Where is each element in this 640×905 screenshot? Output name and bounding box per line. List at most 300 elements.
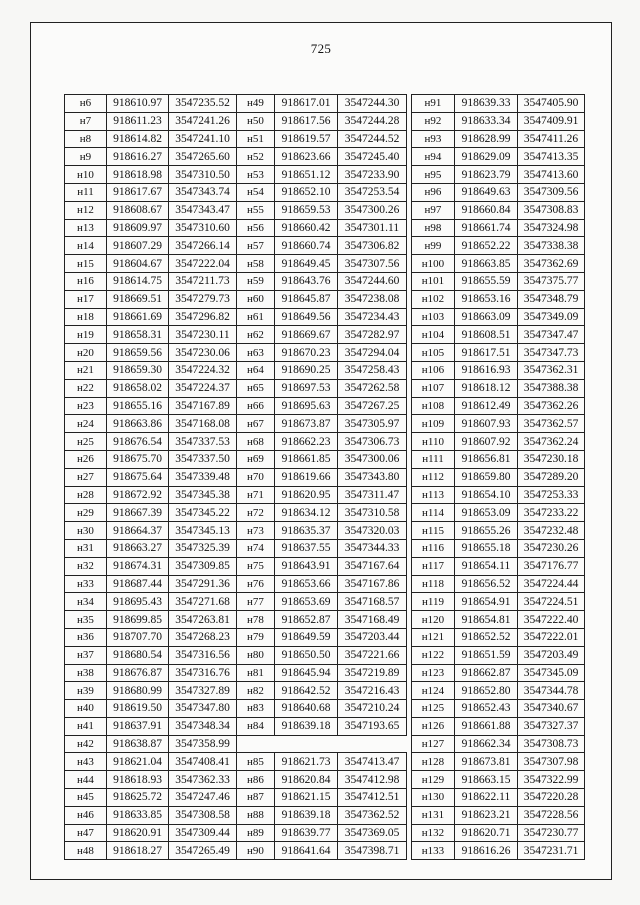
point-id: н121 bbox=[412, 628, 455, 646]
table-row bbox=[65, 130, 237, 148]
coordinate-y: 3547362.52 bbox=[338, 806, 407, 824]
point-id: н70 bbox=[237, 468, 275, 486]
point-id: н91 bbox=[412, 95, 455, 113]
coordinate-y: 3547193.65 bbox=[338, 717, 407, 735]
table-row bbox=[65, 700, 237, 718]
coordinate-x: 918661.88 bbox=[455, 717, 518, 735]
point-id: н75 bbox=[237, 557, 275, 575]
coordinate-y: 3547375.77 bbox=[518, 272, 585, 290]
point-id: н54 bbox=[237, 183, 275, 201]
table-row bbox=[65, 771, 237, 789]
point-id: н62 bbox=[237, 326, 275, 344]
coordinate-x: 918616.27 bbox=[107, 148, 169, 166]
coordinate-x: 918651.59 bbox=[455, 646, 518, 664]
table-row bbox=[65, 735, 237, 753]
coordinate-y: 3547362.24 bbox=[518, 433, 585, 451]
point-id: н38 bbox=[65, 664, 107, 682]
coordinate-y: 3547308.58 bbox=[169, 806, 237, 824]
table-row bbox=[412, 486, 585, 504]
table-row bbox=[237, 593, 407, 611]
coordinate-x: 918663.86 bbox=[107, 415, 169, 433]
coordinate-x: 918656.81 bbox=[455, 450, 518, 468]
coordinate-y: 3547224.32 bbox=[169, 361, 237, 379]
coordinate-y: 3547253.54 bbox=[338, 183, 407, 201]
table-row bbox=[237, 290, 407, 308]
coordinate-y: 3547343.80 bbox=[338, 468, 407, 486]
table-row bbox=[237, 397, 407, 415]
coordinate-y: 3547362.33 bbox=[169, 771, 237, 789]
coordinate-x: 918620.95 bbox=[275, 486, 338, 504]
point-id: н17 bbox=[65, 290, 107, 308]
table-row bbox=[237, 664, 407, 682]
coordinate-x: 918660.42 bbox=[275, 219, 338, 237]
coordinate-y: 3547311.47 bbox=[338, 486, 407, 504]
coordinate-y: 3547345.38 bbox=[169, 486, 237, 504]
table-row bbox=[65, 308, 237, 326]
table-row bbox=[412, 183, 585, 201]
point-id: н11 bbox=[65, 183, 107, 201]
coordinate-x: 918659.53 bbox=[275, 201, 338, 219]
coordinate-y: 3547337.50 bbox=[169, 450, 237, 468]
table-row bbox=[237, 753, 407, 771]
table-row bbox=[412, 842, 585, 860]
point-id bbox=[237, 735, 275, 753]
point-id: н108 bbox=[412, 397, 455, 415]
point-id: н49 bbox=[237, 95, 275, 113]
table-row bbox=[237, 539, 407, 557]
point-id: н119 bbox=[412, 593, 455, 611]
table-row bbox=[412, 717, 585, 735]
coordinate-x: 918653.66 bbox=[275, 575, 338, 593]
point-id: н47 bbox=[65, 824, 107, 842]
table-row bbox=[412, 575, 585, 593]
coordinate-y: 3547233.22 bbox=[518, 504, 585, 522]
point-id: н27 bbox=[65, 468, 107, 486]
coordinate-y: 3547228.56 bbox=[518, 806, 585, 824]
table-row bbox=[65, 753, 237, 771]
point-id: н48 bbox=[65, 842, 107, 860]
coordinate-x: 918660.84 bbox=[455, 201, 518, 219]
point-id: н103 bbox=[412, 308, 455, 326]
coordinate-y: 3547347.73 bbox=[518, 344, 585, 362]
table-row bbox=[65, 717, 237, 735]
coordinate-x: 918659.56 bbox=[107, 344, 169, 362]
table-row bbox=[237, 700, 407, 718]
coordinate-y: 3547362.57 bbox=[518, 415, 585, 433]
coordinate-y: 3547413.35 bbox=[518, 148, 585, 166]
coordinate-y: 3547234.43 bbox=[338, 308, 407, 326]
table-row bbox=[412, 611, 585, 629]
table-row bbox=[65, 522, 237, 540]
coordinate-y: 3547308.83 bbox=[518, 201, 585, 219]
coordinate-x: 918680.54 bbox=[107, 646, 169, 664]
table-row bbox=[237, 611, 407, 629]
coordinate-y: 3547244.28 bbox=[338, 112, 407, 130]
point-id: н86 bbox=[237, 771, 275, 789]
point-id: н90 bbox=[237, 842, 275, 860]
coordinate-x: 918640.68 bbox=[275, 700, 338, 718]
coordinate-x: 918638.87 bbox=[107, 735, 169, 753]
table-row bbox=[65, 166, 237, 184]
coordinate-x: 918676.54 bbox=[107, 433, 169, 451]
coordinate-y: 3547241.26 bbox=[169, 112, 237, 130]
coordinate-y: 3547343.47 bbox=[169, 201, 237, 219]
coordinate-x: 918643.91 bbox=[275, 557, 338, 575]
coordinate-x: 918620.91 bbox=[107, 824, 169, 842]
coordinate-x: 918707.70 bbox=[107, 628, 169, 646]
coordinate-y: 3547309.85 bbox=[169, 557, 237, 575]
coordinate-x: 918623.66 bbox=[275, 148, 338, 166]
coordinate-y: 3547291.36 bbox=[169, 575, 237, 593]
table-row bbox=[237, 201, 407, 219]
coordinate-y: 3547337.53 bbox=[169, 433, 237, 451]
point-id: н130 bbox=[412, 789, 455, 807]
table-row bbox=[412, 735, 585, 753]
coordinate-y: 3547230.77 bbox=[518, 824, 585, 842]
coordinates-table-1 bbox=[64, 94, 237, 860]
table-row bbox=[412, 95, 585, 113]
coordinate-x: 918675.64 bbox=[107, 468, 169, 486]
point-id: н127 bbox=[412, 735, 455, 753]
point-id: н133 bbox=[412, 842, 455, 860]
table-row bbox=[237, 433, 407, 451]
coordinate-y: 3547345.09 bbox=[518, 664, 585, 682]
coordinate-y: 3547345.13 bbox=[169, 522, 237, 540]
coordinate-y: 3547230.06 bbox=[169, 344, 237, 362]
coordinate-x: 918652.43 bbox=[455, 700, 518, 718]
coordinate-y: 3547348.34 bbox=[169, 717, 237, 735]
table-row bbox=[65, 593, 237, 611]
table-row bbox=[237, 344, 407, 362]
table-row bbox=[237, 95, 407, 113]
point-id: н106 bbox=[412, 361, 455, 379]
coordinate-x: 918621.73 bbox=[275, 753, 338, 771]
coordinate-y: 3547306.73 bbox=[338, 433, 407, 451]
point-id: н69 bbox=[237, 450, 275, 468]
point-id: н94 bbox=[412, 148, 455, 166]
table-row bbox=[65, 379, 237, 397]
table-row bbox=[412, 272, 585, 290]
coordinate-x: 918621.04 bbox=[107, 753, 169, 771]
table-row bbox=[65, 682, 237, 700]
coordinate-x: 918652.10 bbox=[275, 183, 338, 201]
table-row bbox=[237, 308, 407, 326]
point-id: н89 bbox=[237, 824, 275, 842]
table-row bbox=[237, 450, 407, 468]
table-row bbox=[412, 415, 585, 433]
coordinate-x bbox=[275, 735, 338, 753]
table-row bbox=[412, 789, 585, 807]
point-id: н76 bbox=[237, 575, 275, 593]
coordinate-y: 3547230.18 bbox=[518, 450, 585, 468]
table-row bbox=[237, 166, 407, 184]
table-row bbox=[65, 415, 237, 433]
coordinate-x: 918649.45 bbox=[275, 255, 338, 273]
coordinate-x: 918639.18 bbox=[275, 717, 338, 735]
table-row bbox=[412, 628, 585, 646]
coordinate-y: 3547216.43 bbox=[338, 682, 407, 700]
coordinate-y: 3547294.04 bbox=[338, 344, 407, 362]
coordinate-y: 3547262.58 bbox=[338, 379, 407, 397]
point-id: н126 bbox=[412, 717, 455, 735]
coordinate-x: 918655.59 bbox=[455, 272, 518, 290]
coordinate-x: 918653.69 bbox=[275, 593, 338, 611]
coordinate-x: 918620.84 bbox=[275, 771, 338, 789]
coordinate-x: 918623.21 bbox=[455, 806, 518, 824]
point-id: н116 bbox=[412, 539, 455, 557]
coordinate-x: 918637.55 bbox=[275, 539, 338, 557]
point-id: н9 bbox=[65, 148, 107, 166]
coordinate-y: 3547235.52 bbox=[169, 95, 237, 113]
coordinate-y: 3547316.76 bbox=[169, 664, 237, 682]
coordinate-x: 918633.85 bbox=[107, 806, 169, 824]
point-id: н96 bbox=[412, 183, 455, 201]
coordinate-x: 918670.23 bbox=[275, 344, 338, 362]
table-row bbox=[237, 326, 407, 344]
table-row bbox=[412, 682, 585, 700]
coordinate-x: 918658.31 bbox=[107, 326, 169, 344]
point-id: н72 bbox=[237, 504, 275, 522]
point-id: н63 bbox=[237, 344, 275, 362]
coordinate-y: 3547238.08 bbox=[338, 290, 407, 308]
table-row bbox=[237, 735, 407, 753]
table-row bbox=[65, 628, 237, 646]
point-id: н8 bbox=[65, 130, 107, 148]
table-row bbox=[65, 148, 237, 166]
point-id: н80 bbox=[237, 646, 275, 664]
coordinate-y: 3547325.39 bbox=[169, 539, 237, 557]
coordinate-y: 3547327.37 bbox=[518, 717, 585, 735]
table-row bbox=[237, 379, 407, 397]
coordinate-x: 918654.91 bbox=[455, 593, 518, 611]
table-row bbox=[412, 753, 585, 771]
coordinates-table-2 bbox=[236, 94, 407, 860]
coordinate-x: 918633.34 bbox=[455, 112, 518, 130]
table-row bbox=[412, 771, 585, 789]
coordinate-y: 3547408.41 bbox=[169, 753, 237, 771]
coordinate-x: 918650.50 bbox=[275, 646, 338, 664]
table-row bbox=[237, 183, 407, 201]
coordinate-x: 918623.79 bbox=[455, 166, 518, 184]
coordinate-y: 3547247.46 bbox=[169, 789, 237, 807]
coordinate-y: 3547307.98 bbox=[518, 753, 585, 771]
coordinate-x: 918607.92 bbox=[455, 433, 518, 451]
point-id: н85 bbox=[237, 753, 275, 771]
point-id: н88 bbox=[237, 806, 275, 824]
point-id: н12 bbox=[65, 201, 107, 219]
table-row bbox=[65, 290, 237, 308]
point-id: н10 bbox=[65, 166, 107, 184]
coordinate-y: 3547369.05 bbox=[338, 824, 407, 842]
point-id: н32 bbox=[65, 557, 107, 575]
table-row bbox=[65, 842, 237, 860]
coordinate-y: 3547279.73 bbox=[169, 290, 237, 308]
point-id: н120 bbox=[412, 611, 455, 629]
coordinate-y: 3547405.90 bbox=[518, 95, 585, 113]
coordinate-x: 918674.31 bbox=[107, 557, 169, 575]
coordinate-x: 918653.09 bbox=[455, 504, 518, 522]
coordinate-x: 918621.15 bbox=[275, 789, 338, 807]
coordinate-y: 3547263.81 bbox=[169, 611, 237, 629]
point-id: н26 bbox=[65, 450, 107, 468]
table-row bbox=[65, 201, 237, 219]
point-id: н42 bbox=[65, 735, 107, 753]
coordinate-y: 3547168.08 bbox=[169, 415, 237, 433]
table-row bbox=[237, 682, 407, 700]
coordinate-x: 918643.76 bbox=[275, 272, 338, 290]
coordinate-y: 3547168.49 bbox=[338, 611, 407, 629]
point-id: н67 bbox=[237, 415, 275, 433]
table-row bbox=[412, 379, 585, 397]
coordinate-y: 3547345.22 bbox=[169, 504, 237, 522]
coordinate-y: 3547343.74 bbox=[169, 183, 237, 201]
point-id: н131 bbox=[412, 806, 455, 824]
coordinate-y: 3547344.78 bbox=[518, 682, 585, 700]
table-row bbox=[65, 646, 237, 664]
point-id: н36 bbox=[65, 628, 107, 646]
coordinate-y: 3547203.44 bbox=[338, 628, 407, 646]
table-row bbox=[65, 272, 237, 290]
coordinate-y: 3547398.71 bbox=[338, 842, 407, 860]
point-id: н109 bbox=[412, 415, 455, 433]
coordinate-x: 918663.15 bbox=[455, 771, 518, 789]
coordinate-x: 918608.67 bbox=[107, 201, 169, 219]
table-row bbox=[65, 219, 237, 237]
coordinate-x: 918618.12 bbox=[455, 379, 518, 397]
coordinate-y: 3547282.97 bbox=[338, 326, 407, 344]
coordinate-y: 3547167.64 bbox=[338, 557, 407, 575]
coordinate-x: 918652.52 bbox=[455, 628, 518, 646]
table-row bbox=[237, 361, 407, 379]
point-id: н122 bbox=[412, 646, 455, 664]
coordinate-y: 3547300.06 bbox=[338, 450, 407, 468]
table-row bbox=[65, 789, 237, 807]
point-id: н24 bbox=[65, 415, 107, 433]
point-id: н115 bbox=[412, 522, 455, 540]
coordinate-x: 918634.12 bbox=[275, 504, 338, 522]
point-id: н118 bbox=[412, 575, 455, 593]
coordinate-y: 3547267.25 bbox=[338, 397, 407, 415]
point-id: н98 bbox=[412, 219, 455, 237]
table-row bbox=[412, 326, 585, 344]
coordinate-x: 918618.98 bbox=[107, 166, 169, 184]
coordinate-y: 3547413.60 bbox=[518, 166, 585, 184]
coordinate-y: 3547348.79 bbox=[518, 290, 585, 308]
table-row bbox=[237, 130, 407, 148]
table-row bbox=[65, 468, 237, 486]
coordinate-y: 3547339.48 bbox=[169, 468, 237, 486]
table-row bbox=[65, 575, 237, 593]
coordinate-x: 918652.22 bbox=[455, 237, 518, 255]
point-id: н58 bbox=[237, 255, 275, 273]
table-row bbox=[237, 806, 407, 824]
coordinate-y bbox=[338, 735, 407, 753]
coordinate-y: 3547266.14 bbox=[169, 237, 237, 255]
point-id: н29 bbox=[65, 504, 107, 522]
table-row bbox=[237, 255, 407, 273]
coordinate-x: 918629.09 bbox=[455, 148, 518, 166]
coordinate-x: 918617.56 bbox=[275, 112, 338, 130]
table-row bbox=[412, 700, 585, 718]
coordinate-y: 3547244.60 bbox=[338, 272, 407, 290]
table-row bbox=[412, 468, 585, 486]
coordinate-x: 918654.81 bbox=[455, 611, 518, 629]
table-row bbox=[412, 450, 585, 468]
table-row bbox=[65, 433, 237, 451]
table-row bbox=[412, 361, 585, 379]
point-id: н102 bbox=[412, 290, 455, 308]
coordinate-y: 3547310.50 bbox=[169, 166, 237, 184]
table-row bbox=[65, 806, 237, 824]
coordinate-x: 918637.91 bbox=[107, 717, 169, 735]
coordinate-x: 918607.29 bbox=[107, 237, 169, 255]
table-row bbox=[412, 806, 585, 824]
coordinate-x: 918649.63 bbox=[455, 183, 518, 201]
coordinate-x: 918656.52 bbox=[455, 575, 518, 593]
point-id: н82 bbox=[237, 682, 275, 700]
coordinate-x: 918642.52 bbox=[275, 682, 338, 700]
point-id: н132 bbox=[412, 824, 455, 842]
point-id: н7 bbox=[65, 112, 107, 130]
table-row bbox=[65, 397, 237, 415]
table-row bbox=[412, 433, 585, 451]
point-id: н92 bbox=[412, 112, 455, 130]
table-row bbox=[237, 575, 407, 593]
coordinate-y: 3547176.77 bbox=[518, 557, 585, 575]
table-row bbox=[237, 789, 407, 807]
point-id: н66 bbox=[237, 397, 275, 415]
coordinate-y: 3547347.80 bbox=[169, 700, 237, 718]
point-id: н74 bbox=[237, 539, 275, 557]
table-row bbox=[237, 219, 407, 237]
coordinate-x: 918625.72 bbox=[107, 789, 169, 807]
coordinate-x: 918645.87 bbox=[275, 290, 338, 308]
coordinate-y: 3547232.48 bbox=[518, 522, 585, 540]
coordinate-y: 3547233.90 bbox=[338, 166, 407, 184]
coordinate-y: 3547309.56 bbox=[518, 183, 585, 201]
table-row bbox=[412, 148, 585, 166]
table-row bbox=[65, 112, 237, 130]
coordinate-y: 3547413.47 bbox=[338, 753, 407, 771]
table-row bbox=[65, 486, 237, 504]
coordinate-y: 3547409.91 bbox=[518, 112, 585, 130]
table-row bbox=[237, 717, 407, 735]
coordinate-x: 918609.97 bbox=[107, 219, 169, 237]
coordinate-x: 918612.49 bbox=[455, 397, 518, 415]
point-id: н78 bbox=[237, 611, 275, 629]
coordinate-y: 3547310.58 bbox=[338, 504, 407, 522]
coordinate-x: 918663.09 bbox=[455, 308, 518, 326]
coordinate-y: 3547310.60 bbox=[169, 219, 237, 237]
coordinate-y: 3547224.51 bbox=[518, 593, 585, 611]
coordinate-y: 3547224.44 bbox=[518, 575, 585, 593]
point-id: н30 bbox=[65, 522, 107, 540]
point-id: н65 bbox=[237, 379, 275, 397]
point-id: н124 bbox=[412, 682, 455, 700]
coordinate-y: 3547289.20 bbox=[518, 468, 585, 486]
table-row bbox=[65, 326, 237, 344]
table-row bbox=[412, 112, 585, 130]
coordinate-y: 3547211.73 bbox=[169, 272, 237, 290]
coordinate-x: 918662.23 bbox=[275, 433, 338, 451]
table-row bbox=[237, 486, 407, 504]
table-row bbox=[412, 166, 585, 184]
table-row bbox=[412, 522, 585, 540]
table-row bbox=[65, 255, 237, 273]
point-id: н46 bbox=[65, 806, 107, 824]
table-row bbox=[237, 522, 407, 540]
point-id: н20 bbox=[65, 344, 107, 362]
